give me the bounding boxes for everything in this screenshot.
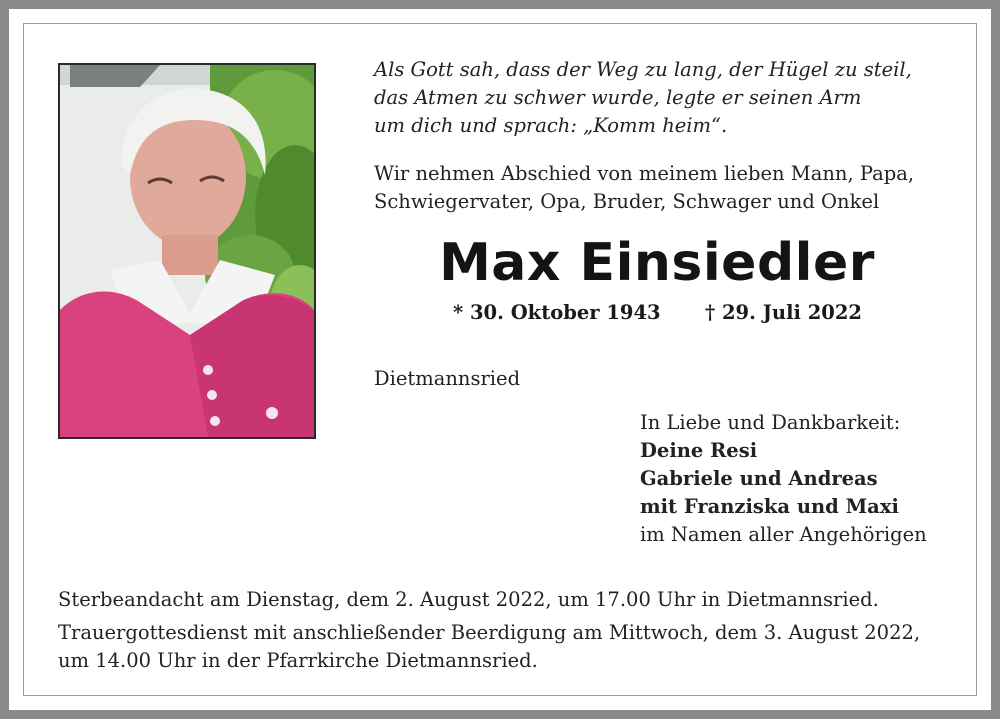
deceased-name: Max Einsiedler: [439, 233, 875, 293]
service-line: Trauergottesdienst mit anschließender Beerdigung am Mittwoch, dem 3. August 2022,: [58, 621, 921, 644]
birth-date: * 30. Oktober 1943: [453, 301, 661, 324]
mourner-name: Gabriele und Andreas: [640, 467, 878, 490]
poem-verse: [374, 56, 964, 140]
residence-place: Dietmannsried: [374, 367, 521, 390]
mourners-signoff: [640, 409, 960, 549]
poem-line: das Atmen zu schwer wurde, legte er seinen Arm: [374, 86, 862, 109]
mourner-name: mit Franziska und Maxi: [640, 495, 899, 518]
farewell-intro: [374, 160, 964, 216]
intro-line: Wir nehmen Abschied von meinem lieben Mann, Papa,: [374, 162, 915, 185]
signoff-closing: im Namen aller Angehörigen: [640, 523, 927, 546]
portrait-photo: [58, 63, 316, 439]
intro-line: Schwiegervater, Opa, Bruder, Schwager und Onkel: [374, 190, 880, 213]
mourner-name: Deine Resi: [640, 439, 758, 462]
poem-line: Als Gott sah, dass der Weg zu lang, der Hügel zu steil,: [374, 58, 912, 81]
service-line: um 14.00 Uhr in der Pfarrkirche Dietmannsried.: [58, 649, 538, 672]
signoff-heading: In Liebe und Dankbarkeit:: [640, 411, 901, 434]
poem-line: um dich und sprach: „Komm heim“.: [374, 114, 728, 137]
death-date: † 29. Juli 2022: [705, 301, 862, 324]
service-line: Sterbeandacht am Dienstag, dem 2. August 2022, um 17.00 Uhr in Dietmannsried.: [58, 588, 879, 611]
service-info: [58, 586, 958, 675]
